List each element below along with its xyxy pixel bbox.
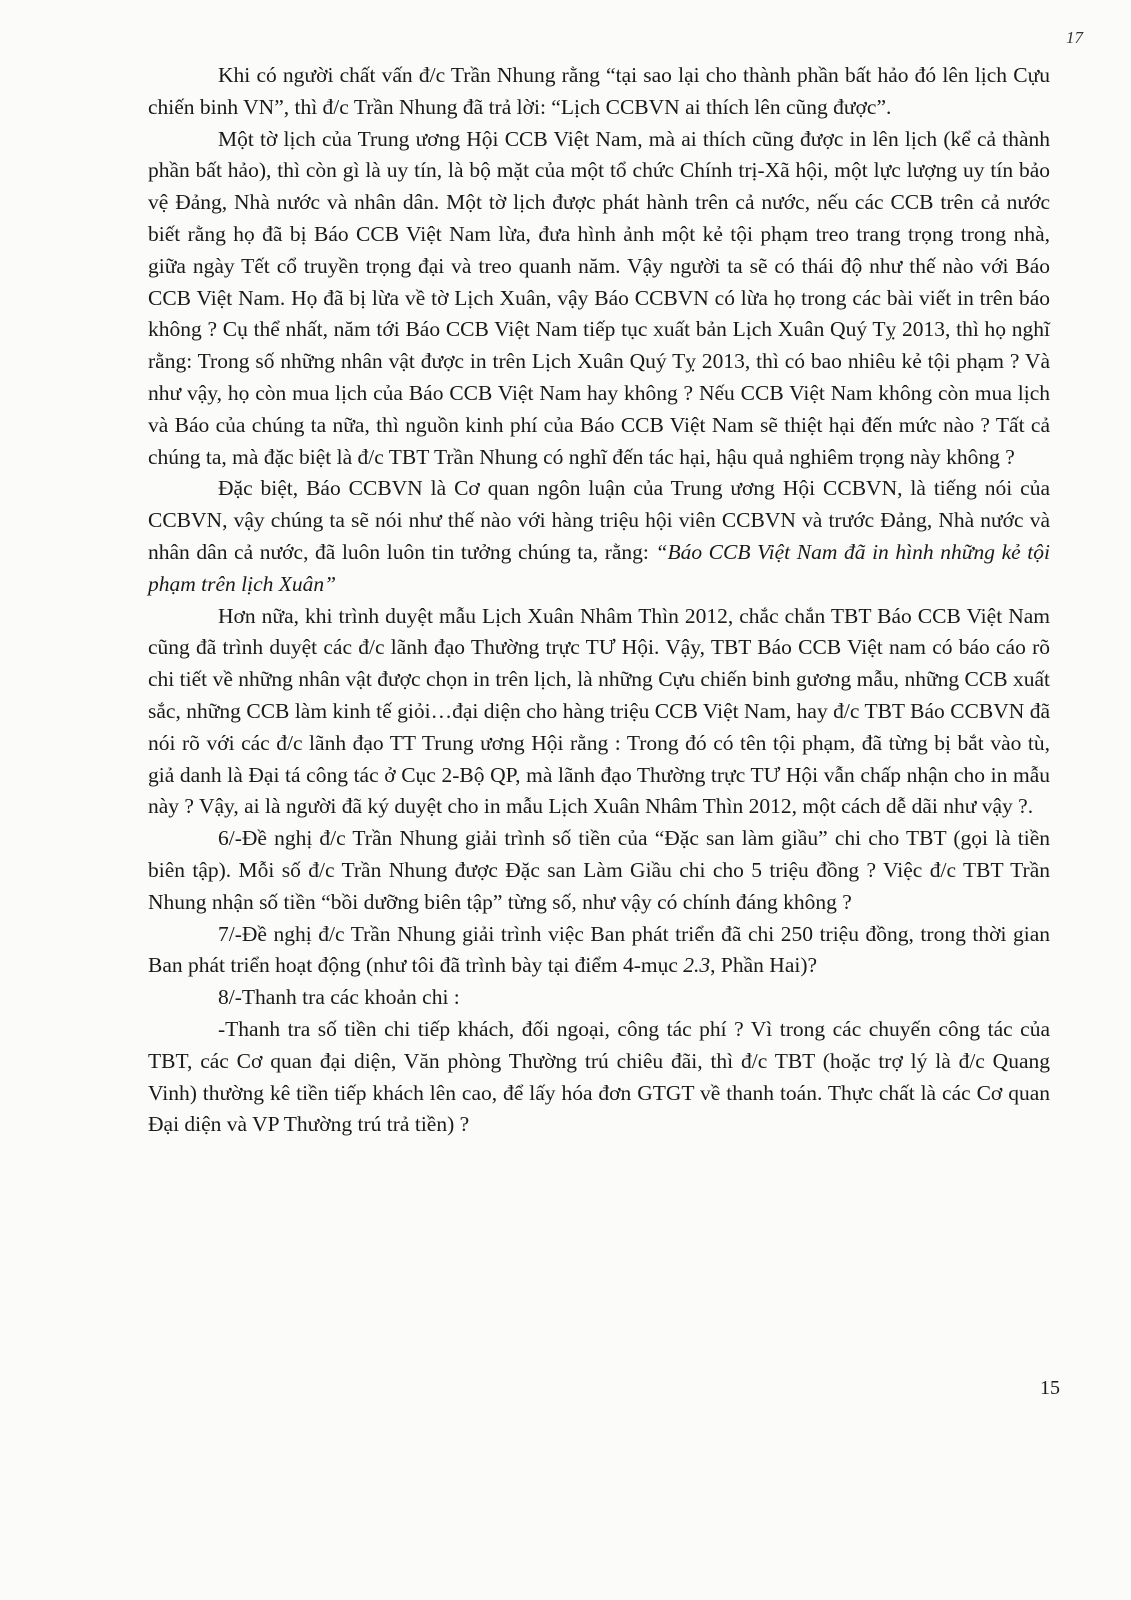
paragraph-item-8-detail: -Thanh tra số tiền chi tiếp khách, đối ngoại, công tác phí ? Vì trong các chuyến công tác của TBT, các Cơ quan đại diện, Văn phòng Thường trú chiêu đãi, thì đ/c TBT (hoặc trợ lý là đ/c Quang Vinh) thường kê tiền tiếp khách lên cao, để lấy hóa đơn GTGT về thanh toán. Thực chất là các Cơ quan Đại diện và VP Thường trú trả tiền) ? [148,1016,1050,1137]
paragraph-item-7-text: 7/-Đề nghị đ/c Trần Nhung giải trình việc Ban phát triển đã chi 250 triệu đồng, trong thời gian Ban phát triển hoạt động (như tôi đã trình bày tại điểm 4-mục [148,921,1050,978]
paragraph-item-7 [148,919,1050,983]
paragraph-1: Khi có người chất vấn đ/c Trần Nhung rằng “tại sao lại cho thành phần bất hảo đó lên lịch Cựu chiến binh VN”, thì đ/c Trần Nhung đã trả lời: “Lịch CCBVN ai thích lên cũng được”. [148,63,1050,119]
paragraph-4: Hơn nữa, khi trình duyệt mẫu Lịch Xuân Nhâm Thìn 2012, chắc chắn TBT Báo CCB Việt Nam cũng đã trình duyệt các đ/c lãnh đạo Thường trực TƯ Hội. Vậy, TBT Báo CCB Việt nam có báo cáo rõ chi tiết về những nhân vật được chọn in trên lịch, là những Cựu chiến binh gương mẫu, những CCB xuất sắc, những CCB làm kinh tế giỏi…đại diện cho hàng triệu CCB Việt Nam, hay đ/c TBT Báo CCBVN đã nói rõ với các đ/c lãnh đạo TT Trung ương Hội rằng : Trong đó có tên tội phạm, đã từng bị bắt vào tù, giả danh là Đại tá công tác ở Cục 2-Bộ QP, mà lãnh đạo Thường trực TƯ Hội vẫn chấp nhận cho in mẫu này ? Vậy, ai là người đã ký duyệt cho in mẫu Lịch Xuân Nhâm Thìn 2012, một cách dễ dãi như vậy ?. [148,603,1050,819]
section-reference: 2.3 [683,953,711,978]
paragraph-3-text: Đặc biệt, Báo CCBVN là Cơ quan ngôn luận của Trung ương Hội CCBVN, là tiếng nói của CCBVN, vậy chúng ta sẽ nói như thế nào với hàng triệu hội viên CCBVN và trước Đảng, Nhà nước và nhân dân cả nước, đã luôn luôn tin tưởng chúng ta, rằng: [148,476,1050,564]
paragraph-2: Một tờ lịch của Trung ương Hội CCB Việt Nam, mà ai thích cũng được in lên lịch (kể cả thành phần bất hảo), thì còn gì là uy tín, là bộ mặt của một tổ chức Chính trị-Xã hội, một lực lượng uy tín bảo vệ Đảng, Nhà nước và nhân dân. Một tờ lịch được phát hành trên cả nước, nếu các CCB trên cả nước biết rằng họ đã bị Báo CCB Việt Nam lừa, đưa hình ảnh một kẻ tội phạm treo trang trọng trong nhà, giữa ngày Tết cổ truyền trọng đại và treo quanh năm. Vậy người ta sẽ có thái độ như thế nào với Báo CCB Việt Nam. Họ đã bị lừa về tờ Lịch Xuân, vậy Báo CCBVN có lừa họ trong các bài viết in trên báo không ? Cụ thể nhất, năm tới Báo CCB Việt Nam tiếp tục xuất bản Lịch Xuân Quý Tỵ 2013, thì họ nghĩ rằng: Trong số những nhân vật được in trên Lịch Xuân Quý Tỵ 2013, thì có bao nhiêu kẻ tội phạm ? Và như vậy, họ còn mua lịch của Báo CCB Việt Nam hay không ? Nếu CCB Việt Nam không còn mua lịch và Báo của chúng ta nữa, thì nguồn kinh phí của Báo CCB Việt Nam sẽ thiệt hại đến mức nào ? Tất cả chúng ta, mà đặc biệt là đ/c TBT Trần Nhung có nghĩ đến tác hại, hậu quả nghiêm trọng này không ? [148,126,1050,469]
paragraph-item-8: 8/-Thanh tra các khoản chi : [218,985,460,1010]
document-body [148,60,1050,1141]
handwritten-page-mark: 17 [1066,28,1083,47]
paragraph-item-7-tail: , Phần Hai)? [710,953,818,978]
paragraph-3 [148,473,1050,600]
paragraph-3-quote: “Báo CCB Việt Nam đã in hình những kẻ tội phạm trên lịch Xuân” [148,539,1050,596]
page-number: 15 [1040,1377,1060,1399]
paragraph-item-6: 6/-Đề nghị đ/c Trần Nhung giải trình số tiền của “Đặc san làm giầu” chi cho TBT (gọi là tiền biên tập). Mỗi số đ/c Trần Nhung được Đặc san Làm Giầu chi cho 5 triệu đồng ? Việc đ/c TBT Trần Nhung nhận số tiền “bồi dưỡng biên tập” từng số, như vậy có chính đáng không ? [148,826,1050,914]
